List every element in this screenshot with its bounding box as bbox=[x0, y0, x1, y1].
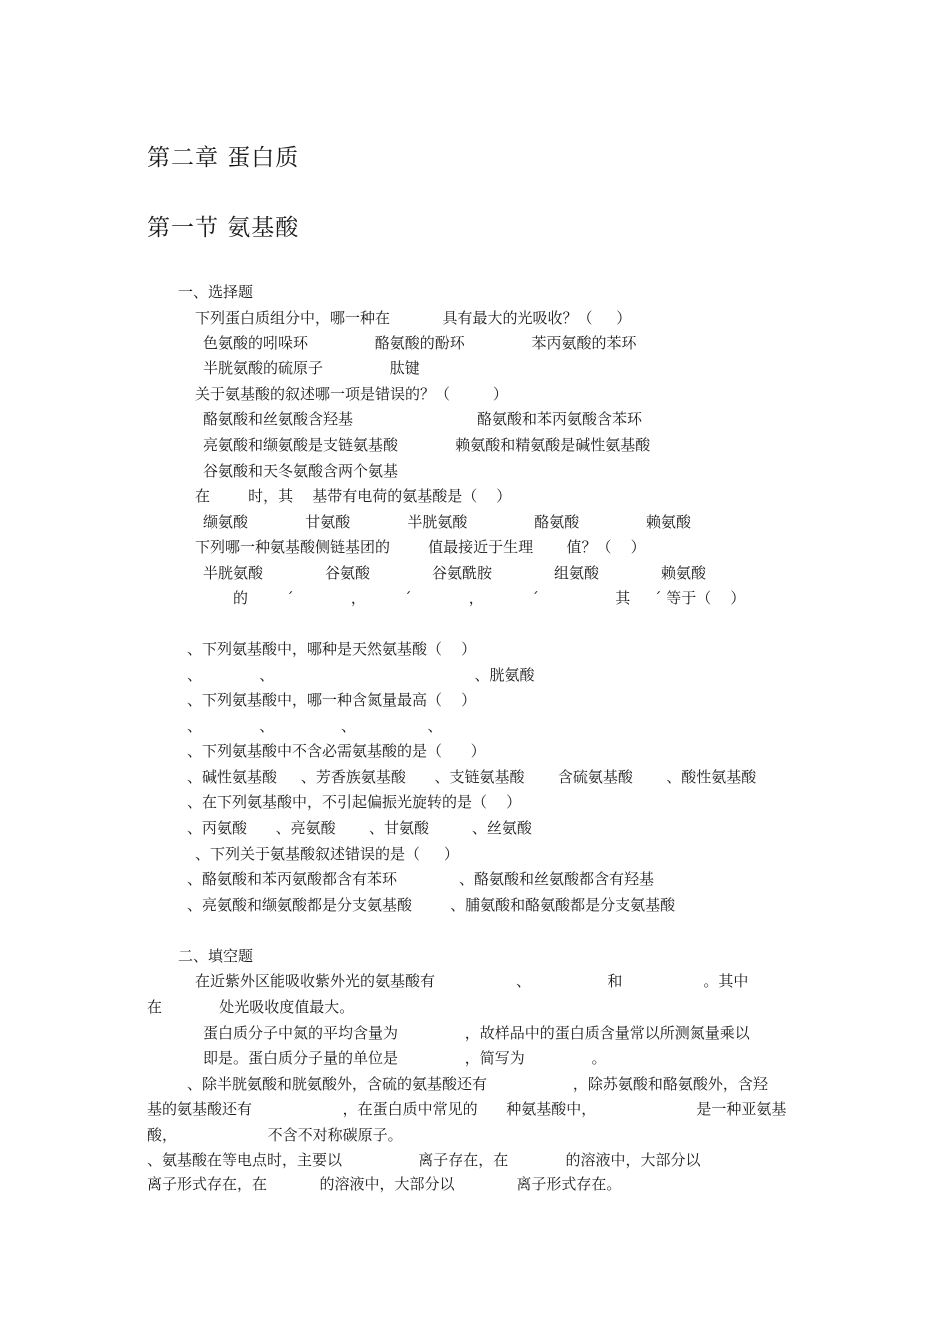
part2-heading: 二、填空题 bbox=[178, 947, 254, 965]
fill-line: 即是。蛋白质分子量的单位是 ，简写为 。 bbox=[203, 1049, 607, 1067]
option-line: 、亮氨酸和缬氨酸都是分支氨基酸 、脯氨酸和酪氨酸都是分支氨基酸 bbox=[187, 896, 676, 914]
question-line: 、下列氨基酸中，哪一种含氮量最高（ ） bbox=[187, 691, 477, 709]
fill-line: 基的氨基酸还有 ，在蛋白质中常见的 种氨基酸中， 是一种亚氨基 bbox=[147, 1100, 787, 1118]
option-line: 色氨酸的吲哚环 酪氨酸的酚环 苯丙氨酸的苯环 bbox=[203, 334, 637, 352]
fill-line: 酸， 不含不对称碳原子。 bbox=[147, 1126, 403, 1144]
question-line: 、下列关于氨基酸叙述错误的是（ ） bbox=[195, 845, 459, 863]
option-line: 、碱性氨基酸 、芳香族氨基酸 、支链氨基酸 含硫氨基酸 、酸性氨基酸 bbox=[187, 768, 757, 786]
fill-line: 在近紫外区能吸收紫外光的氨基酸有 、 和 。其中 bbox=[195, 972, 749, 990]
question-line: 下列蛋白质组分中，哪一种在 具有最大的光吸收？（ ） bbox=[195, 309, 632, 327]
part1-heading: 一、选择题 bbox=[178, 283, 254, 301]
question-line: 的 ˊ ， ˊ ， ˊ 其 ˊ 等于（ ） bbox=[233, 589, 746, 607]
option-line: 、 、 、胱氨酸 bbox=[187, 666, 535, 684]
option-line: 半胱氨酸的硫原子 肽键 bbox=[203, 359, 420, 377]
option-line: 半胱氨酸 谷氨酸 谷氨酰胺 组氨酸 赖氨酸 bbox=[203, 564, 706, 582]
option-line: 、丙氨酸 、亮氨酸 、甘氨酸 、丝氨酸 bbox=[187, 819, 532, 837]
question-line: 、下列氨基酸中，哪种是天然氨基酸（ ） bbox=[187, 640, 477, 658]
option-line: 缬氨酸 甘氨酸 半胱氨酸 酪氨酸 赖氨酸 bbox=[203, 513, 691, 531]
option-line: 、 、 、 、 bbox=[187, 717, 443, 735]
section-title: 第一节 氨基酸 bbox=[147, 215, 300, 241]
question-line: 、下列氨基酸中不含必需氨基酸的是（ ） bbox=[187, 742, 486, 760]
option-line: 、酪氨酸和苯丙氨酸都含有苯环 、酪氨酸和丝氨酸都含有羟基 bbox=[187, 870, 654, 888]
option-line: 酪氨酸和丝氨酸含羟基 酪氨酸和苯丙氨酸含苯环 bbox=[203, 410, 642, 428]
question-line: 在 时，其 基带有电荷的氨基酸是（ ） bbox=[195, 487, 512, 505]
question-line: 下列哪一种氨基酸侧链基团的 值最接近于生理 值？（ ） bbox=[195, 538, 646, 556]
question-line: 关于氨基酸的叙述哪一项是错误的？（ ） bbox=[195, 385, 508, 403]
question-line: 、在下列氨基酸中，不引起偏振光旋转的是（ ） bbox=[187, 793, 522, 811]
option-line: 谷氨酸和天冬氨酸含两个氨基 bbox=[203, 462, 399, 480]
chapter-title: 第二章 蛋白质 bbox=[147, 145, 300, 171]
fill-line: 在 处光吸收度值最大。 bbox=[147, 998, 355, 1016]
fill-line: 、氨基酸在等电点时，主要以 离子存在，在 的溶液中，大部分以 bbox=[147, 1151, 701, 1169]
option-line: 亮氨酸和缬氨酸是支链氨基酸 赖氨酸和精氨酸是碱性氨基酸 bbox=[203, 436, 651, 454]
fill-line: 、除半胱氨酸和胱氨酸外，含硫的氨基酸还有 ，除苏氨酸和酪氨酸外，含羟 bbox=[187, 1075, 768, 1093]
fill-line: 离子形式存在，在 的溶液中，大部分以 离子形式存在。 bbox=[147, 1175, 622, 1193]
fill-line: 蛋白质分子中氮的平均含量为 ，故样品中的蛋白质含量常以所测氮量乘以 bbox=[203, 1024, 750, 1042]
